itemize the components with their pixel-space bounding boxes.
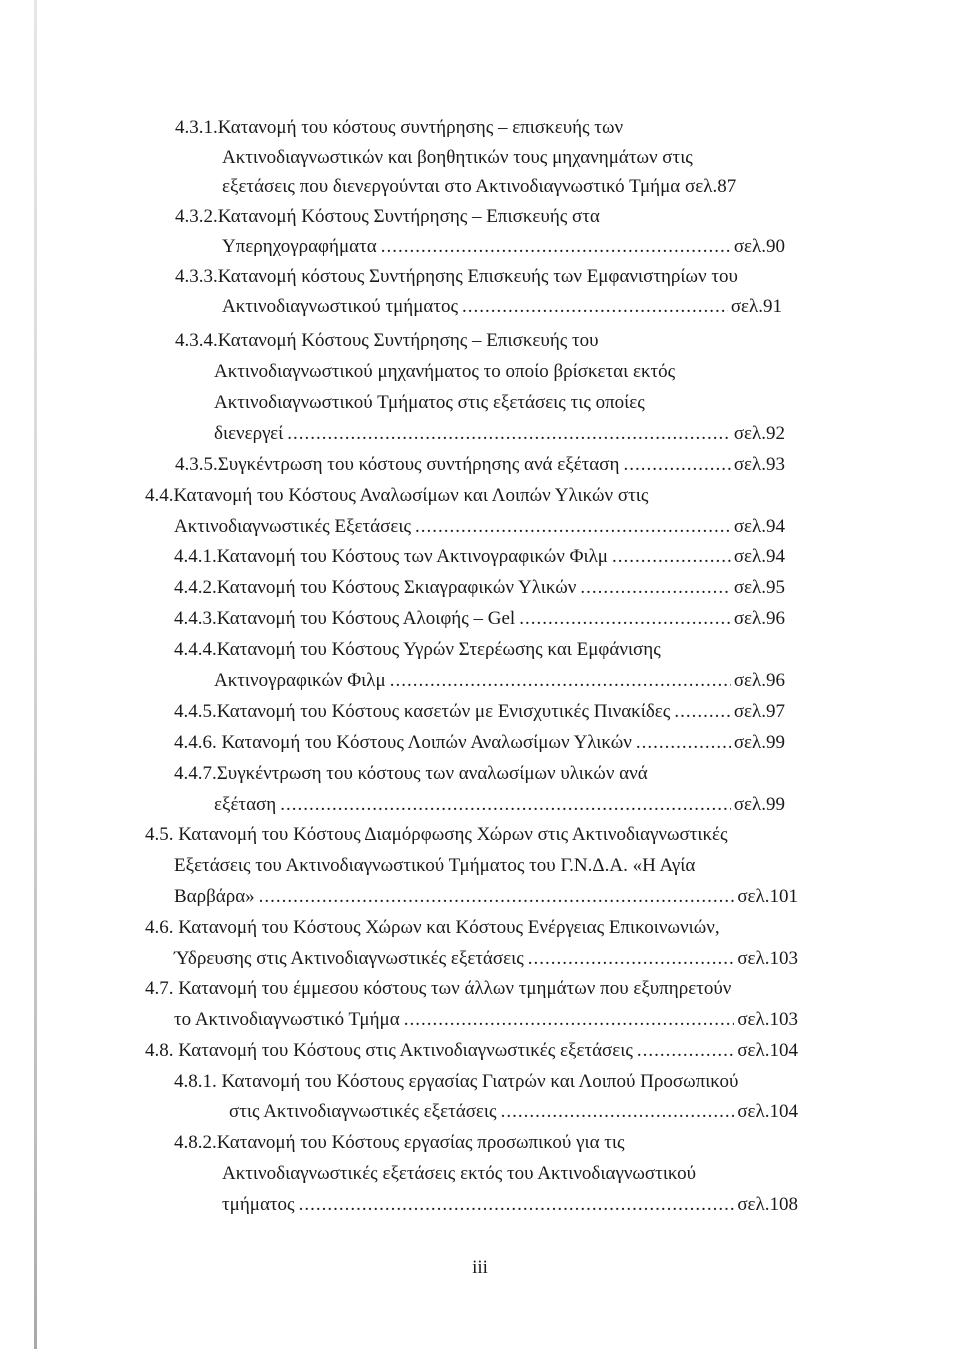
toc-entry-text: Βαρβάρα»: [174, 886, 255, 907]
toc-page-ref: σελ.96: [733, 608, 785, 629]
toc-entry-text: Ακτινοδιαγνωστικών και βοηθητικών τους μηχανημάτων στις: [222, 147, 693, 168]
toc-entry-text: Εξετάσεις του Ακτινοδιαγνωστικού Τμήματος του Γ.Ν.Δ.Α. «Η Αγία: [174, 855, 696, 876]
dot-leader: [280, 790, 731, 820]
toc-line: [145, 913, 720, 943]
toc-line: [222, 232, 785, 262]
dot-leader: [623, 450, 730, 480]
toc-entry-text: 4.8.2.Κατανομή του Κόστους εργασίας προσωπικού για τις: [174, 1132, 625, 1153]
toc-entry-text: Υπερηχογραφήματα: [222, 236, 377, 257]
toc-entry-text: Ακτινοδιαγνωστικές εξετάσεις εκτός του Ακτινοδιαγνωστικού: [222, 1163, 696, 1184]
toc-line: [174, 1128, 625, 1158]
toc-line: [174, 604, 785, 634]
toc-line: [214, 357, 675, 387]
toc-entry-text: Ακτινοδιαγνωστικού Τμήματος στις εξετάσεις τις οποίες: [214, 392, 645, 413]
toc-page-ref: σελ.91: [730, 296, 782, 317]
toc-entry-text: Ακτινοδιαγνωστικές Εξετάσεις: [174, 516, 411, 537]
toc-entry-text: 4.3.4.Κατανομή Κόστους Συντήρησης – Επισκευής του: [175, 330, 599, 351]
toc-entry-text: 4.4.1.Κατανομή του Κόστους των Ακτινογραφικών Φιλμ: [174, 546, 608, 567]
toc-page-ref: σελ.103: [737, 948, 798, 969]
toc-entry-text: 4.3.2.Κατανομή Κόστους Συντήρησης – Επισκευής στα: [175, 206, 600, 227]
toc-line: [174, 573, 785, 603]
toc-line: [145, 974, 731, 1004]
toc-line: [145, 481, 648, 511]
toc-line: [174, 728, 785, 758]
toc-entry-text: 4.4.5.Κατανομή του Κόστους κασετών με Ενισχυτικές Πινακίδες: [174, 701, 671, 722]
toc-entry-text: Ακτινοδιαγνωστικού τμήματος: [222, 296, 459, 317]
dot-leader: [415, 512, 731, 542]
toc-line: [222, 1190, 798, 1220]
toc-line: [145, 820, 728, 850]
toc-line: [214, 388, 645, 418]
toc-page-ref: σελ.92: [733, 423, 785, 444]
dot-leader: [612, 542, 731, 572]
toc-line: [174, 542, 785, 572]
toc-entry-text: 4.3.1.Κατανομή του κόστους συντήρησης – επισκευής των: [175, 117, 624, 138]
dot-leader: [637, 1036, 734, 1066]
toc-line: [174, 759, 648, 789]
toc-line: [229, 1097, 798, 1127]
toc-page-ref: σελ.101: [737, 886, 798, 907]
toc-line: [174, 1005, 798, 1035]
toc-entry-text: 4.4.Κατανομή του Κόστους Αναλωσίμων και Λοιπών Υλικών στις: [145, 485, 649, 506]
dot-leader: [674, 697, 731, 727]
toc-entry-text: 4.4.4.Κατανομή του Κόστους Υγρών Στερέωσης και Εμφάνισης: [174, 639, 661, 660]
toc-line: [222, 292, 782, 322]
toc-line: [174, 697, 785, 727]
toc-entry-text: στις Ακτινοδιαγνωστικές εξετάσεις: [229, 1101, 497, 1122]
toc-line: [175, 450, 785, 480]
toc-entry-text: 4.6. Κατανομή του Κόστους Χώρων και Κόστους Ενέργειας Επικοινωνιών,: [145, 917, 720, 938]
toc-line: [174, 1067, 738, 1097]
toc-entry-text: 4.8.1. Κατανομή του Κόστους εργασίας Γιατρών και Λοιπού Προσωπικού: [174, 1071, 739, 1092]
toc-entry-text: τμήματος: [222, 1194, 295, 1215]
toc-line: [222, 143, 693, 173]
toc-entry-text: 4.4.7.Συγκέντρωση του κόστους των αναλωσίμων υλικών ανά: [174, 763, 648, 784]
toc-entry-text: 4.8. Κατανομή του Κόστους στις Ακτινοδιαγνωστικές εξετάσεις: [145, 1040, 633, 1061]
dot-leader: [519, 604, 731, 634]
toc-line: [175, 202, 600, 232]
toc-entry-text: 4.3.5.Συγκέντρωση του κόστους συντήρησης ανά εξέταση: [175, 454, 620, 475]
toc-line: [222, 1159, 696, 1189]
toc-line: [174, 882, 798, 912]
toc-line: [214, 666, 785, 696]
toc-entry-text: 4.4.3.Κατανομή του Κόστους Αλοιφής – Gel: [174, 608, 516, 629]
dot-leader: [528, 944, 735, 974]
dot-leader: [259, 882, 735, 912]
toc-entry-text: Ακτινοδιαγνωστικού μηχανήματος το οποίο βρίσκεται εκτός: [214, 361, 676, 382]
toc-line: [175, 113, 623, 143]
toc-entry-text: διενεργεί: [214, 423, 284, 444]
toc-page-ref: σελ.104: [737, 1040, 798, 1061]
toc-entry-text: Ακτινογραφικών Φιλμ: [214, 670, 386, 691]
toc-line: [175, 262, 738, 292]
toc-line: [174, 635, 661, 665]
toc-page-ref: σελ.96: [733, 670, 785, 691]
toc-line: [174, 944, 798, 974]
toc-entry-text: 4.4.2.Κατανομή του Κόστους Σκιαγραφικών Υλικών: [174, 577, 577, 598]
toc-entry-text: 4.3.3.Κατανομή κόστους Συντήρησης Επισκευής των Εμφανιστηρίων του: [175, 266, 738, 287]
toc-entry-text: το Ακτινοδιαγνωστικό Τμήμα: [174, 1009, 400, 1030]
toc-page-ref: σελ.97: [733, 701, 785, 722]
dot-leader: [636, 728, 731, 758]
toc-entry-text: 4.5. Κατανομή του Κόστους Διαμόρφωσης Χώρων στις Ακτινοδιαγνωστικές: [145, 824, 728, 845]
dot-leader: [580, 573, 730, 603]
dot-leader: [287, 419, 731, 449]
toc-entry-text: Ύδρευσης στις Ακτινοδιαγνωστικές εξετάσεις: [174, 948, 524, 969]
toc-line: [175, 326, 599, 356]
toc-page-ref: σελ.94: [733, 546, 785, 567]
toc-page-ref: σελ.103: [737, 1009, 798, 1030]
dot-leader: [501, 1097, 735, 1127]
toc-entry-text: εξετάσεις που διενεργούνται στο Ακτινοδιαγνωστικό Τμήμα σελ.87: [222, 176, 737, 197]
toc-line: [222, 172, 736, 202]
page-number: iii: [472, 1257, 488, 1278]
toc-page-ref: σελ.108: [737, 1194, 798, 1215]
dot-leader: [381, 232, 731, 262]
dot-leader: [462, 292, 728, 322]
toc-entry-text: 4.4.6. Κατανομή του Κόστους Λοιπών Αναλωσίμων Υλικών: [174, 732, 632, 753]
toc-entry-text: 4.7. Κατανομή του έμμεσου κόστους των άλλων τμημάτων που εξυπηρετούν: [145, 978, 732, 999]
toc-page-ref: σελ.104: [737, 1101, 798, 1122]
dot-leader: [299, 1190, 735, 1220]
toc-line: [214, 419, 785, 449]
toc-page-ref: σελ.93: [733, 454, 785, 475]
toc-page-ref: σελ.99: [733, 794, 785, 815]
toc-page-ref: σελ.95: [733, 577, 785, 598]
toc-line: [174, 512, 785, 542]
dot-leader: [390, 666, 731, 696]
toc-entry-text: εξέταση: [214, 794, 277, 815]
toc-page-ref: σελ.99: [733, 732, 785, 753]
toc-line: [174, 851, 695, 881]
toc-page-ref: σελ.90: [733, 236, 785, 257]
toc-page-ref: σελ.94: [733, 516, 785, 537]
dot-leader: [404, 1005, 735, 1035]
toc-line: [145, 1036, 798, 1066]
toc-line: [214, 790, 785, 820]
